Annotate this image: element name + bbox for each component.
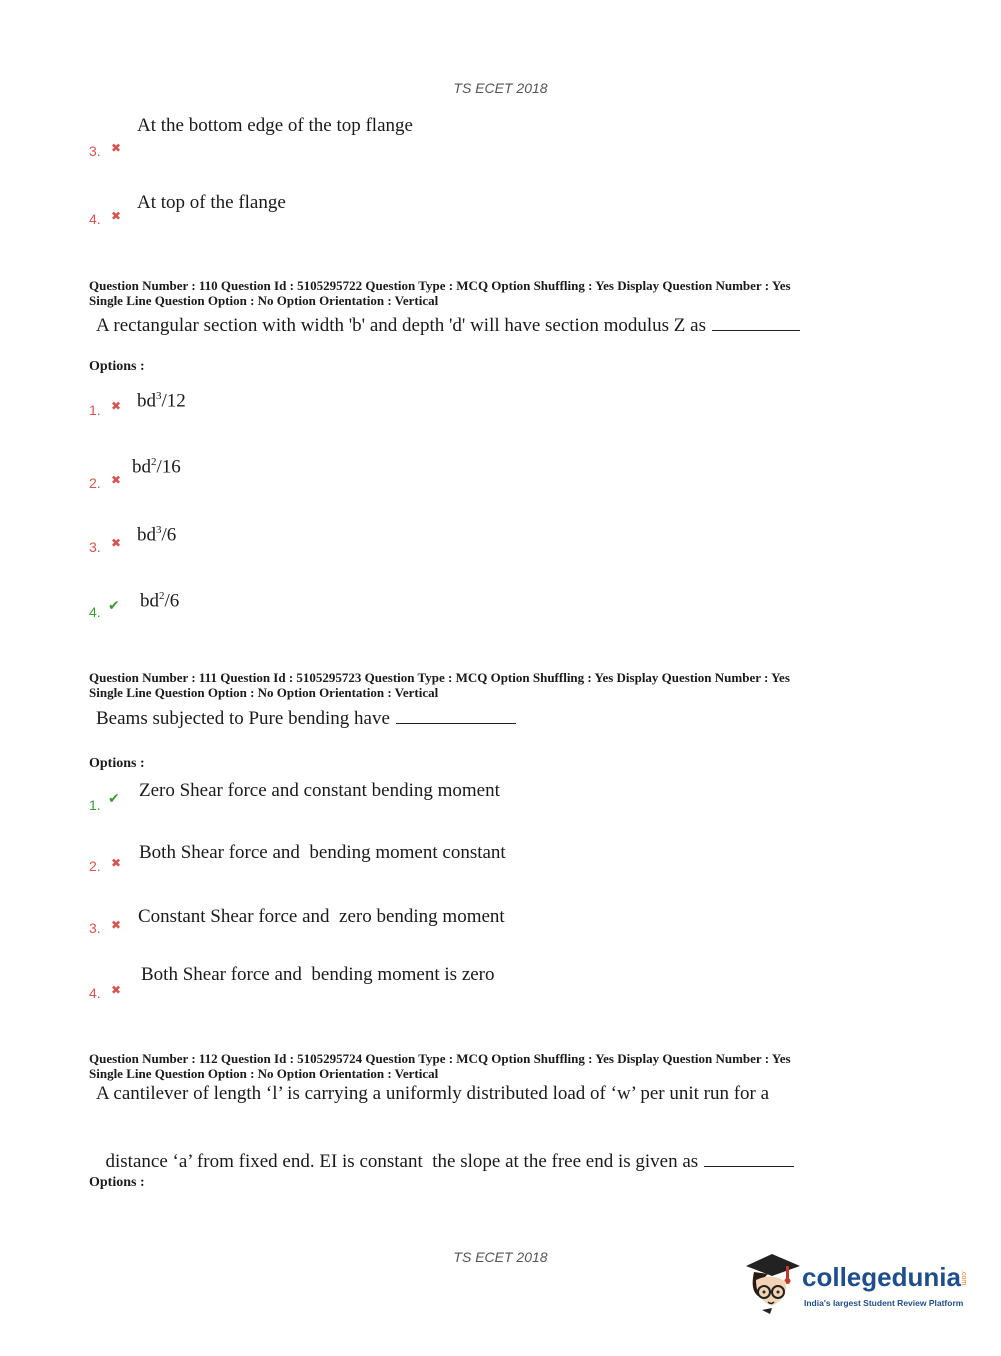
logo-tagline: India's largest Student Review Platform xyxy=(804,1298,964,1308)
question-text xyxy=(96,1129,794,1173)
option-text: $bd^3/6$ xyxy=(137,524,177,546)
option-number: 2. xyxy=(89,475,101,491)
options-label: Options : xyxy=(89,756,145,771)
logo-name: collegedunia xyxy=(802,1262,961,1292)
option-text: Zero Shear force and constant bending moment xyxy=(139,780,500,801)
options-label: Options : xyxy=(89,359,145,374)
page-footer: TS ECET 2018 xyxy=(453,1249,548,1265)
question-meta: Question Number : 112 Question Id : 5105295724 Question Type : MCQ Option Shuffling : Yes Display Question Number : Yes xyxy=(89,1051,791,1066)
question-meta: Question Number : 110 Question Id : 5105295722 Question Type : MCQ Option Shuffling : Yes Display Question Number : Yes xyxy=(89,278,791,293)
option-number: 3. xyxy=(89,539,101,555)
wrong-mark-icon: ✖ xyxy=(111,399,122,413)
question-meta: Question Number : 111 Question Id : 5105295723 Question Type : MCQ Option Shuffling : Yes Display Question Number : Yes xyxy=(89,670,790,685)
option-text: At the bottom edge of the top flange xyxy=(137,115,413,136)
page-header: TS ECET 2018 xyxy=(453,80,548,96)
wrong-mark-icon: ✖ xyxy=(111,473,122,487)
correct-check-icon: ✔ xyxy=(108,598,120,614)
wrong-mark-icon: ✖ xyxy=(111,536,122,550)
wrong-mark-icon: ✖ xyxy=(111,983,122,997)
option-number: 4. xyxy=(89,604,101,620)
mascot-icon xyxy=(742,1250,804,1316)
option-text: At top of the flange xyxy=(137,192,286,213)
option-text: $bd^2/16$ xyxy=(132,456,181,478)
question-meta: Single Line Question Option : No Option Orientation : Vertical xyxy=(89,685,439,700)
option-number: 1. xyxy=(89,402,101,418)
option-number: 1. xyxy=(89,797,101,813)
wrong-mark-icon: ✖ xyxy=(111,209,122,223)
answer-blank xyxy=(704,1152,794,1167)
question-meta: Single Line Question Option : No Option Orientation : Vertical xyxy=(89,293,439,308)
question-text-line: A cantilever of length ‘l’ is carrying a uniformly distributed load of ‘w’ per unit run for a xyxy=(96,1083,770,1104)
wrong-mark-icon: ✖ xyxy=(111,918,122,932)
option-text: $bd^2/6$ xyxy=(140,590,180,612)
question-text xyxy=(96,315,800,337)
option-text: Both Shear force and bending moment constant xyxy=(139,842,506,863)
option-number: 3. xyxy=(89,920,101,936)
wrong-mark-icon: ✖ xyxy=(111,141,122,155)
question-meta: Single Line Question Option : No Option Orientation : Vertical xyxy=(89,1066,439,1081)
option-number: 4. xyxy=(89,211,101,227)
answer-blank xyxy=(396,709,516,724)
wrong-mark-icon: ✖ xyxy=(111,856,122,870)
question-text-content: distance ‘a’ from fixed end. EI is constant the slope at the free end is given as xyxy=(105,1151,699,1172)
options-label: Options : xyxy=(89,1175,145,1190)
correct-check-icon: ✔ xyxy=(108,791,120,807)
option-number: 4. xyxy=(89,985,101,1001)
option-text: $bd^3/12$ xyxy=(137,390,186,412)
question-text xyxy=(96,708,516,730)
option-number: 2. xyxy=(89,858,101,874)
question-text-content: A rectangular section with width 'b' and depth 'd' will have section modulus Z as xyxy=(96,315,706,336)
question-text-content: Beams subjected to Pure bending have xyxy=(96,708,390,729)
option-text: Both Shear force and bending moment is zero xyxy=(141,964,495,985)
logo-suffix: .com xyxy=(960,1270,967,1286)
answer-blank xyxy=(712,316,800,331)
collegedunia-logo xyxy=(742,1250,972,1320)
option-number: 3. xyxy=(89,143,101,159)
option-text: Constant Shear force and zero bending moment xyxy=(138,906,505,927)
